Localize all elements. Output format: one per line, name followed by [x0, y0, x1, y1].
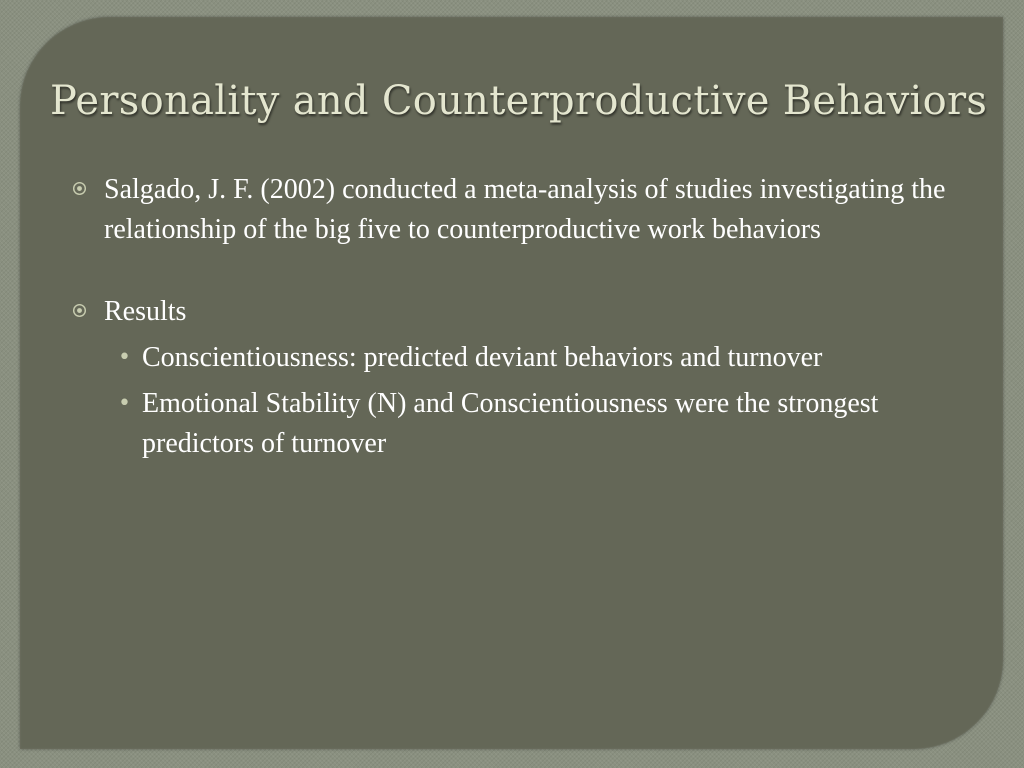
bullet-text: Results	[104, 296, 187, 327]
slide-title: Personality and Counterproductive Behaviors	[50, 78, 988, 124]
sub-bullet-text: Conscientiousness: predicted deviant behaviors and turnover	[142, 342, 823, 373]
bullet-item-1	[72, 170, 972, 250]
sub-bullet-item-1	[104, 338, 972, 378]
sub-bullet-item-2	[104, 384, 972, 464]
bullet-item-2	[72, 292, 972, 464]
small-dot-bullet-icon: •	[118, 391, 131, 416]
circle-dot-bullet-icon	[72, 303, 87, 318]
sub-bullet-list	[104, 338, 972, 464]
sub-bullet-text: Emotional Stability (N) and Conscientiousness were the strongest predictors of turnover	[142, 388, 879, 459]
circle-dot-bullet-icon	[72, 181, 87, 196]
small-dot-bullet-icon: •	[118, 345, 131, 370]
slide-content	[72, 170, 972, 470]
bullet-text: Salgado, J. F. (2002) conducted a meta-analysis of studies investigating the relationship of the big five to counterproductive work behaviors	[104, 174, 946, 245]
